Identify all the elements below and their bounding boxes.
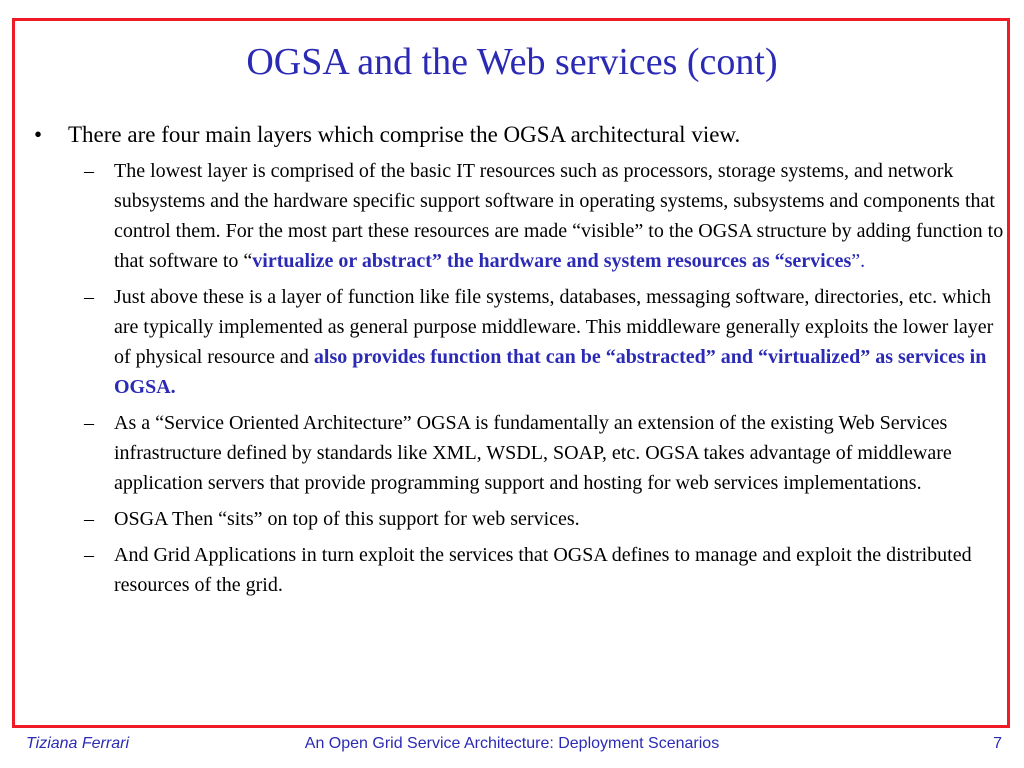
dash-marker: – xyxy=(84,159,94,182)
footer-title: An Open Grid Service Architecture: Deployment Scenarios xyxy=(304,735,720,752)
sub-bullet-1-highlight: virtualize or abstract” the hardware and system resources as “services xyxy=(252,249,852,272)
sub-bullet-list xyxy=(84,156,1009,600)
sub-bullet-2 xyxy=(84,282,1009,402)
slide-footer xyxy=(0,735,1024,755)
slide-title: OGSA and the Web services (cont) xyxy=(246,41,778,83)
dash-marker: – xyxy=(84,411,94,434)
sub-bullet-1 xyxy=(84,156,1009,276)
sub-bullet-4 xyxy=(84,504,1009,534)
dash-marker: – xyxy=(84,543,94,566)
sub-bullet-4-text: OSGA Then “sits” on top of this support for web services. xyxy=(114,507,580,530)
dash-marker: – xyxy=(84,507,94,530)
bullet-marker: • xyxy=(34,122,43,147)
main-bullet xyxy=(34,120,1009,150)
sub-bullet-3-text: As a “Service Oriented Architecture” OGSA is fundamentally an extension of the existing Web Services infrastructure defined by standards like XML, WSDL, SOAP, etc. OGSA takes advantage of middleware application servers that provide programming support and hosting for web services implementations. xyxy=(114,411,952,494)
sub-bullet-2-text: Just above these is a layer of function like file systems, databases, messaging software, directories, etc. which are typically implemented as general purpose middleware. This middleware generally exploits the lower layer of physical resource and xyxy=(114,285,994,368)
sub-bullet-2-highlight: also provides function that can be “abstracted” and “virtualized” as services in OGSA. xyxy=(114,345,987,398)
sub-bullet-3 xyxy=(84,408,1009,498)
footer-author: Tiziana Ferrari xyxy=(26,735,129,752)
sub-bullet-5-text: And Grid Applications in turn exploit the services that OGSA defines to manage and exploit the distributed resources of the grid. xyxy=(114,543,972,596)
slide-content xyxy=(34,120,1009,600)
page-number: 7 xyxy=(993,735,1002,752)
sub-bullet-5 xyxy=(84,540,1009,600)
main-bullet-text: There are four main layers which comprise the OGSA architectural view. xyxy=(68,122,741,147)
dash-marker: – xyxy=(84,285,94,308)
sub-bullet-1-text: The lowest layer is comprised of the basic IT resources such as processors, storage systems, and network subsystems and the hardware specific support software in operating systems, subsystems and components that control them. For the most part these resources are made “visible” to the OGSA structure by adding function to that software to “ xyxy=(114,159,1004,272)
sub-bullet-1-tail: ”. xyxy=(851,249,866,272)
